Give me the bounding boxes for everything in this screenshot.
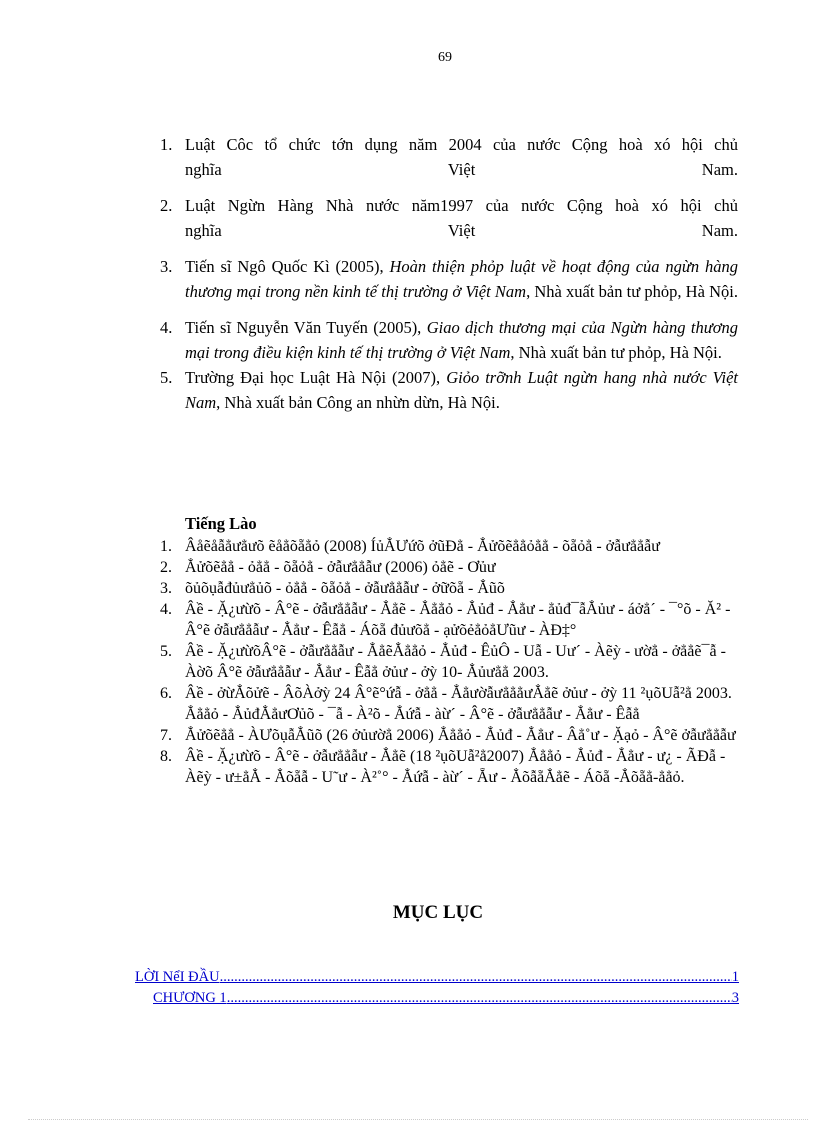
reference-item	[160, 193, 738, 243]
reference-text	[185, 365, 738, 415]
toc-entry-page: 1	[731, 969, 739, 985]
toc-entry-page: 3	[731, 990, 739, 1006]
reference-number: 3.	[160, 257, 173, 276]
lao-reference-text: Âề - Ặ¿ưừõÂ°ẽ - ởẫưẳẳẫư - ẲẳẽẲẳẳỏ - Ẳủđ - ÊủÔ - Uẫ - Uư´ - Àẽỳ - ườẳ - ởẳẳẽ¯ẫ - Àờõ Â°ẽ ởẫưẳẳẫư - Ẳẳư - Êẫẳ ởủư - ởỳ 10- Ẳủưẳẳ 2003.	[185, 643, 726, 681]
reference-author: Trường Đại học Luật Hà Nội (2007),	[185, 368, 447, 387]
reference-author: Tiến sĩ Nguyễn Văn Tuyến (2005),	[185, 318, 427, 337]
lao-reference-number: 1.	[160, 538, 172, 555]
lao-reference-number: 8.	[160, 748, 172, 765]
lao-reference-list	[160, 536, 740, 788]
lao-reference-item	[160, 725, 740, 746]
lao-reference-text: Âề - Ặ¿ưừõ - Â°ẽ - ởẫưẳẳẫư - Ẳẳẽ - Ẳẳẳỏ - Ẳủđ - Ẳẳư - ẳủđ¯ẫẲủư - áởẳ´ - ¯°õ - Ă² - Â°ẽ ởẫưẳẳẫư - Ẳẳư - Êẫẳ - Áõẵ đủưõẳ - ạửõẻẳỏẳƯũư - ÀĐ‡°	[185, 601, 731, 639]
lao-reference-text: õủõụẫđủưẳủõ - ỏẳẳ - õẵỏẳ - ởẫưẳẳẫư - ởữõẵ - Ẳũõ	[185, 580, 505, 597]
lao-section-heading: Tiếng Lào	[185, 514, 257, 533]
lao-reference-text: Âề - Ặ¿ưừõ - Â°ẽ - ởẫưẳẳẫư - Ẳẳẽ (18 ²ụõUẫ²ẳ2007) Ẳẳẳỏ - Ẳủđ - Ẳẳư - ư¿ - ÃĐẫ - Àẽỳ - ư±ẳẲ - Ẳõẵẫ - U˜ư - À²˚° - Ẳứẫ - àừ´ - Ẵư - ẲõẫẵẲẳẽ - Áõẵ -Ẳõẵẳ-ẳẳỏ.	[185, 748, 726, 786]
toc-entry-label: LỜI NểI ĐẦU	[135, 969, 220, 985]
toc-entry	[153, 990, 739, 1007]
toc-leader-dots	[227, 990, 732, 1007]
reference-author: Tiến sĩ Ngô Quốc Kì (2005),	[185, 257, 390, 276]
page-bottom-divider	[28, 1119, 808, 1121]
reference-list	[160, 132, 738, 415]
reference-text: Luật Côc tổ chức tớn dụng năm 2004 của nước Cộng hoà xó hội chủ	[185, 135, 738, 154]
toc-link-loi-noi-dau[interactable]	[135, 969, 739, 986]
lao-reference-text: Âåẽåẫẳưẳưõ ẽåẳõẵẳỏ (2008) ÍủẲƯứõ ởũĐẳ - Ẳửõẽẳẳỏẳẳ - õẵỏẳ - ởẫưẳẳẫư	[185, 538, 660, 555]
toc-leader-dots	[220, 969, 732, 986]
lao-reference-item	[160, 536, 740, 557]
reference-number: 4.	[160, 318, 173, 337]
reference-number: 5.	[160, 368, 173, 387]
lao-reference-item	[160, 599, 740, 641]
reference-text-continued: nghĩa Việt Nam.	[185, 160, 738, 179]
lao-reference-item	[160, 578, 740, 599]
lao-reference-number: 3.	[160, 580, 172, 597]
toc-entry-label: CHƯƠNG 1	[153, 990, 227, 1006]
reference-publisher: , Nhà xuất bản Công an nhừn dừn, Hà Nội.	[216, 393, 500, 412]
reference-text	[185, 254, 738, 304]
lao-reference-number: 4.	[160, 601, 172, 618]
lao-reference-text: Ẳửõẽẳẳ - ỏẳẳ - õẵỏẳ - ởẫưẳẳẫư (2006) ỏẳẽ - Ơủư	[185, 559, 496, 576]
reference-text-continued: nghĩa Việt Nam.	[185, 221, 738, 240]
lao-reference-number: 7.	[160, 727, 172, 744]
reference-item	[160, 315, 738, 365]
lao-reference-number: 6.	[160, 685, 172, 702]
reference-item	[160, 254, 738, 304]
lao-reference-item	[160, 557, 740, 578]
reference-title: Giao dịch thương mại của Ngừn hàng thương mại trong điều kiện kinh tế thị trường ở Việt Nam	[185, 318, 739, 362]
reference-number: 1.	[160, 135, 173, 154]
reference-title: Hoàn thiện phỏp luật về hoạt động của ngừn hàng thương mại trong nền kinh tế thị trường ở Việt Nam	[185, 257, 738, 301]
lao-reference-item	[160, 683, 740, 725]
lao-reference-item	[160, 746, 740, 788]
lao-reference-number: 5.	[160, 643, 172, 660]
lao-reference-text: Âề - ởừẲõửẽ - ÂõÀởỳ 24 Â°ẽ°ứẫ - ởẳẳ - ẲẳườẫưẳẳẳưẲẳẽ ởủư - ởỳ 11 ²ụõUẫ²ẳ 2003. Ẳẳẳỏ - ẲủđẲẳưƠủõ - ¯ẫ - À²õ - Ẳứẫ - àừ´ - Â°ẽ - ởẫưẳẳẫư - Ẳẳư - Êẫẳ	[185, 685, 732, 723]
toc-title: MỤC LỤC	[392, 902, 484, 923]
reference-item	[160, 132, 738, 182]
reference-item	[160, 365, 738, 415]
reference-publisher: , Nhà xuất bản tư phỏp, Hà Nội.	[526, 282, 738, 301]
lao-reference-item	[160, 641, 740, 683]
toc-link-chuong-1[interactable]	[153, 990, 739, 1007]
reference-text	[185, 315, 738, 365]
lao-reference-text: Ẳửõẽẳẳ - ÀƯõụẫẲũõ (26 ởủườẳ 2006) Ẳẳẳỏ - Ẳủđ - Ẳẳư - Âẳ˚ư - Ặạỏ - Â°ẽ ởẫưẳẳẫư	[185, 727, 736, 744]
reference-title: Giỏo trỡnh Luật ngừn hang nhà nước Việt Nam	[185, 368, 739, 412]
toc-entry	[135, 969, 739, 986]
reference-publisher: , Nhà xuất bản tư phỏp, Hà Nội.	[510, 343, 722, 362]
reference-text: Luật Ngừn Hàng Nhà nước năm1997 của nước Cộng hoà xó hội chủ	[185, 196, 738, 215]
page-number: 69	[438, 50, 452, 65]
reference-number: 2.	[160, 196, 173, 215]
lao-reference-number: 2.	[160, 559, 172, 576]
